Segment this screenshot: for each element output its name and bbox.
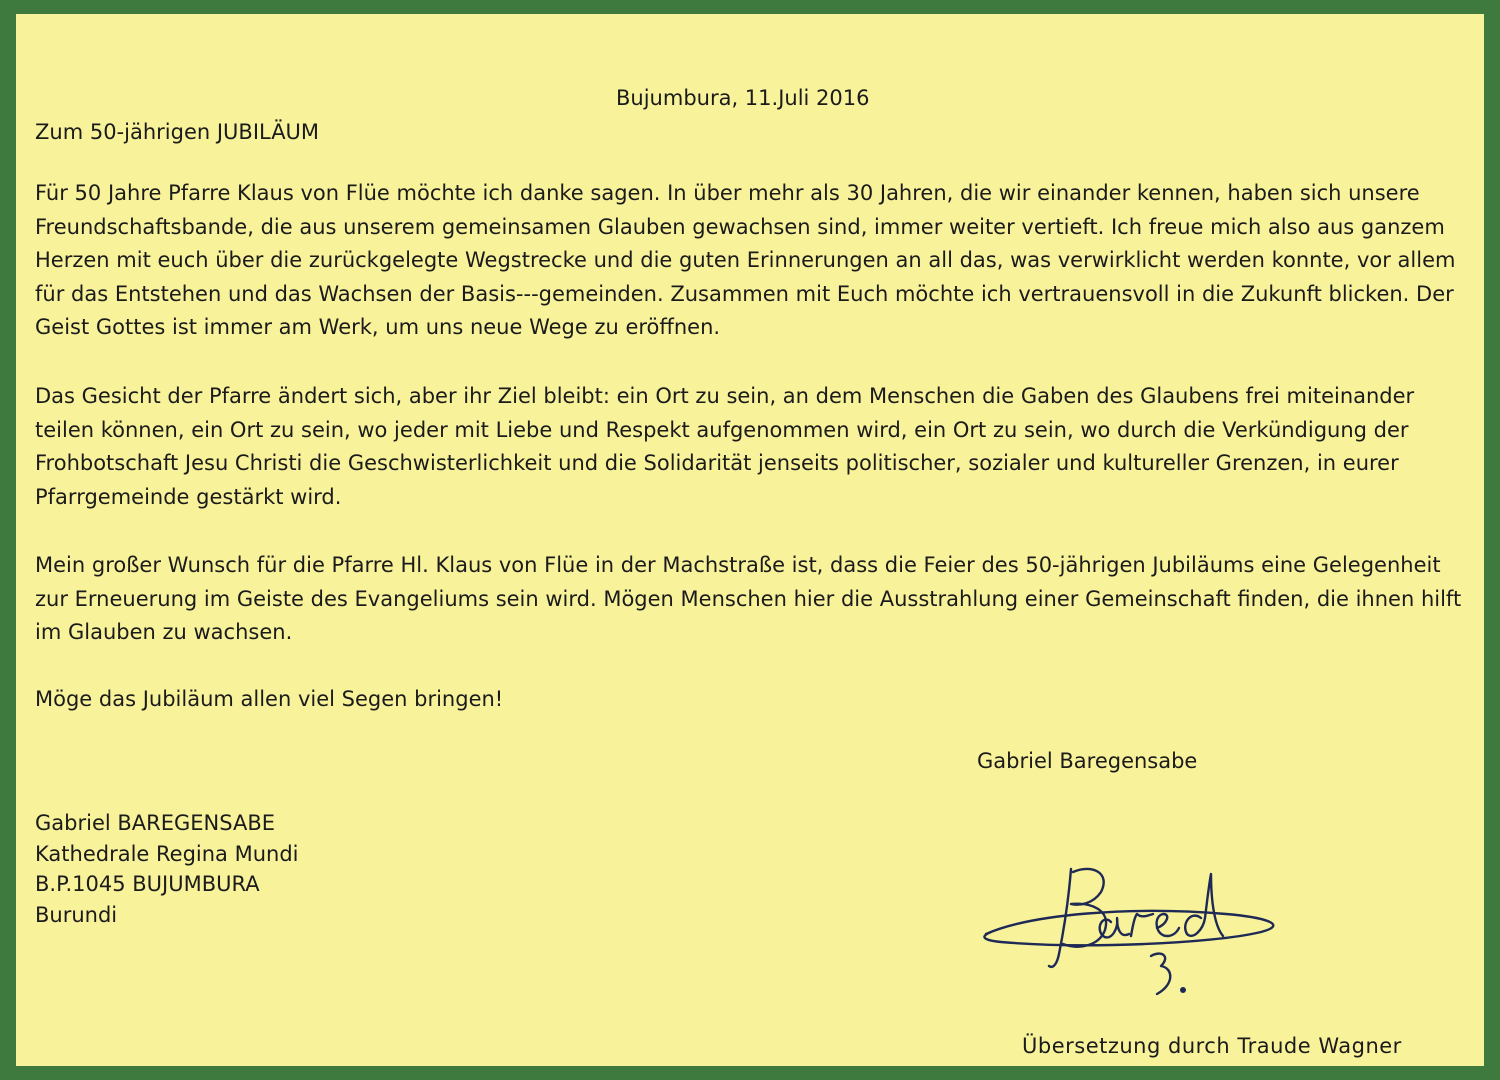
letter-paragraph: Für 50 Jahre Pfarre Klaus von Flüe möchte ich danke sagen. In über mehr als 30 Jahren, die wir einander kennen, haben sich unsere Freundschaftsbande, die aus unserem gemeinsamen Glauben gewachsen sind, immer weiter vertieft. Ich freue mich also aus ganzem Herzen mit euch über die zurückgelegte Wegstrecke und die guten Erinnerungen an all das, was verwirklicht werden konnte, vor allem für das Entstehen und das Wachsen der Basis---gemeinden. Zusammen mit Euch möchte ich vertrauensvoll in die Zukunft blicken. Der Geist Gottes ist immer am Werk, um uns neue Wege zu eröffnen.	[35, 181, 1456, 339]
letter-paragraph: Mein großer Wunsch für die Pfarre Hl. Klaus von Flüe in der Machstraße ist, dass die Feier des 50-jährigen Jubiläums eine Gelegenheit zur Erneuerung im Geiste des Evangeliums sein wird. Mögen Menschen hier die Ausstrahlung einer Gemeinschaft finden, die ihnen hilft im Glauben zu wachsen.	[35, 553, 1462, 644]
letter-dateline: Bujumbura, 11.Juli 2016	[616, 86, 870, 110]
address-line: Burundi	[35, 902, 118, 927]
sender-address	[35, 808, 298, 930]
signer-name: Gabriel Baregensabe	[977, 749, 1198, 773]
address-line: Kathedrale Regina Mundi	[35, 841, 299, 866]
translator-note: Übersetzung durch Traude Wagner	[1022, 1034, 1402, 1058]
letter-heading: Zum 50-jährigen JUBILÄUM	[35, 120, 320, 144]
letter-paragraph: Das Gesicht der Pfarre ändert sich, aber ihr Ziel bleibt: ein Ort zu sein, an dem Menschen die Gaben des Glaubens frei miteinander teilen können, ein Ort zu sein, wo jeder mit Liebe und Respekt aufgenommen wird, ein Ort zu sein, wo durch die Verkündigung der Frohbotschaft Jesu Christi die Geschwisterlichkeit und die Solidarität jenseits politischer, sozialer und kultureller Grenzen, in eurer Pfarrgemeinde gestärkt wird.	[35, 384, 1415, 509]
letter-blessing: Möge das Jubiläum allen viel Segen bringen!	[35, 687, 504, 711]
handwritten-signature-icon	[961, 844, 1291, 1014]
address-line: Gabriel BAREGENSABE	[35, 811, 276, 835]
address-line: B.P.1045 BUJUMBURA	[35, 872, 260, 896]
letter-paper	[16, 14, 1484, 1066]
